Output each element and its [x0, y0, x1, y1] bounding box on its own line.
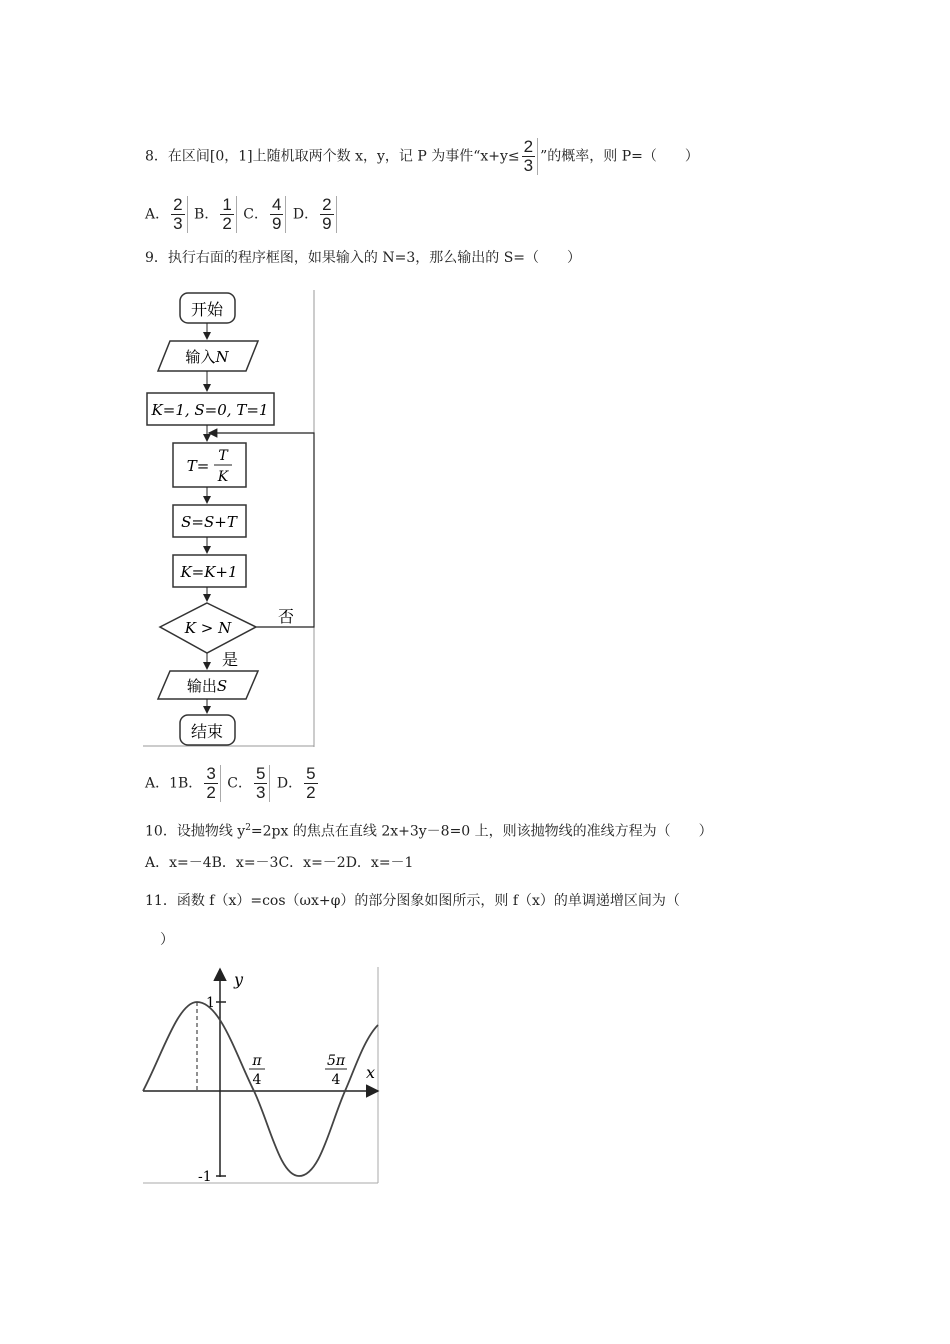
q9-option-d-label: D．	[276, 775, 303, 792]
flow-init-text: K=1, S=0, T=1	[151, 401, 269, 419]
cosine-curve	[143, 1002, 378, 1176]
flow-input-text: 输入N	[185, 348, 229, 366]
q9-option-b	[204, 765, 220, 802]
q8-option-c-label: C．	[243, 206, 268, 223]
q10-superscript: 2	[245, 823, 251, 833]
question-11: 11．函数 f（x）=cos（ωx+φ）的部分图象如图所示，则 f（x）的单调递增区间为（	[145, 893, 680, 909]
q8-option-b-den: 2	[222, 214, 232, 233]
q8-option-a	[145, 196, 190, 233]
q9-option-ab-label: A．1B．	[145, 775, 203, 792]
flow-step1-lhs: T=	[186, 457, 210, 475]
q9-option-d-num: 5	[306, 764, 316, 783]
flow-end-text: 结束	[190, 722, 224, 741]
q8-frac-den: 3	[523, 156, 534, 175]
q9-option-d-den: 2	[306, 783, 316, 802]
question-11-cont: ）	[160, 932, 174, 948]
cosine-graph	[140, 965, 385, 1187]
x-tick-2-den: 4	[331, 1072, 341, 1088]
x-tick-1-den: 4	[252, 1072, 262, 1088]
y-axis-label: y	[234, 970, 244, 989]
flow-decision-text: K > N	[184, 619, 232, 637]
q8-frac-num: 2	[523, 137, 534, 156]
x-axis-label: x	[366, 1063, 376, 1082]
q10-options: A．x=－4B．x=－3C．x=－2D．x=－1	[145, 855, 414, 871]
q8-option-a-label: A．	[145, 206, 170, 223]
q8-option-a-den: 3	[173, 214, 183, 233]
q8-option-c	[243, 196, 288, 233]
q9-option-b-den: 2	[206, 783, 216, 802]
flow-step1-num: T	[218, 448, 228, 464]
q8-fraction	[522, 138, 538, 175]
flow-step2-text: S=S+T	[181, 513, 237, 531]
x-tick-1-num: π	[252, 1053, 262, 1069]
q9-option-b-num: 3	[206, 764, 216, 783]
flow-step1-box	[173, 443, 246, 487]
q8-option-d-den: 9	[322, 214, 332, 233]
q10-text-post: =2px 的焦点在直线 2x+3y－8=0 上，则该抛物线的准线方程为（ ）	[250, 823, 713, 840]
tick-minus-1: -1	[198, 1169, 212, 1185]
q8-option-b-label: B．	[194, 206, 219, 223]
q8-option-c-den: 9	[271, 214, 282, 233]
q8-option-a-num: 2	[173, 195, 183, 214]
flow-start-text: 开始	[190, 300, 224, 319]
q9-option-c-label: C．	[227, 775, 252, 792]
flow-step3-text: K=K+1	[180, 563, 238, 581]
q8-option-d	[293, 196, 339, 233]
q8-option-b	[194, 196, 239, 233]
q9-option-c-den: 3	[255, 783, 266, 802]
q9-option-c-num: 5	[255, 764, 266, 783]
q8-options	[145, 196, 339, 233]
q8-option-b-num: 1	[222, 195, 232, 214]
flowchart	[140, 285, 320, 750]
question-8	[145, 138, 699, 175]
q8-suffix: ”的概率，则 P=（ ）	[540, 148, 699, 165]
x-tick-2-num: 5π	[326, 1053, 346, 1069]
flow-step1-den: K	[217, 469, 229, 485]
flow-no-label: 否	[278, 607, 295, 626]
question-10	[145, 818, 713, 842]
tick-1: 1	[206, 995, 215, 1011]
q8-option-d-num: 2	[322, 195, 332, 214]
q10-text-pre: 10．设抛物线 y	[145, 823, 246, 840]
q8-option-c-num: 4	[271, 195, 282, 214]
q9-option-d	[304, 765, 317, 802]
q8-option-d-label: D．	[292, 206, 319, 223]
flow-output-text: 输出S	[186, 677, 228, 695]
flow-yes-label: 是	[222, 650, 239, 669]
q9-option-c	[254, 765, 270, 802]
q9-options	[145, 765, 320, 802]
q8-prefix: 8．在区间[0，1]上随机取两个数 x，y，记 P 为事件“x+y≤	[145, 148, 520, 165]
question-9: 9．执行右面的程序框图，如果输入的 N=3，那么输出的 S=（ ）	[145, 250, 582, 266]
